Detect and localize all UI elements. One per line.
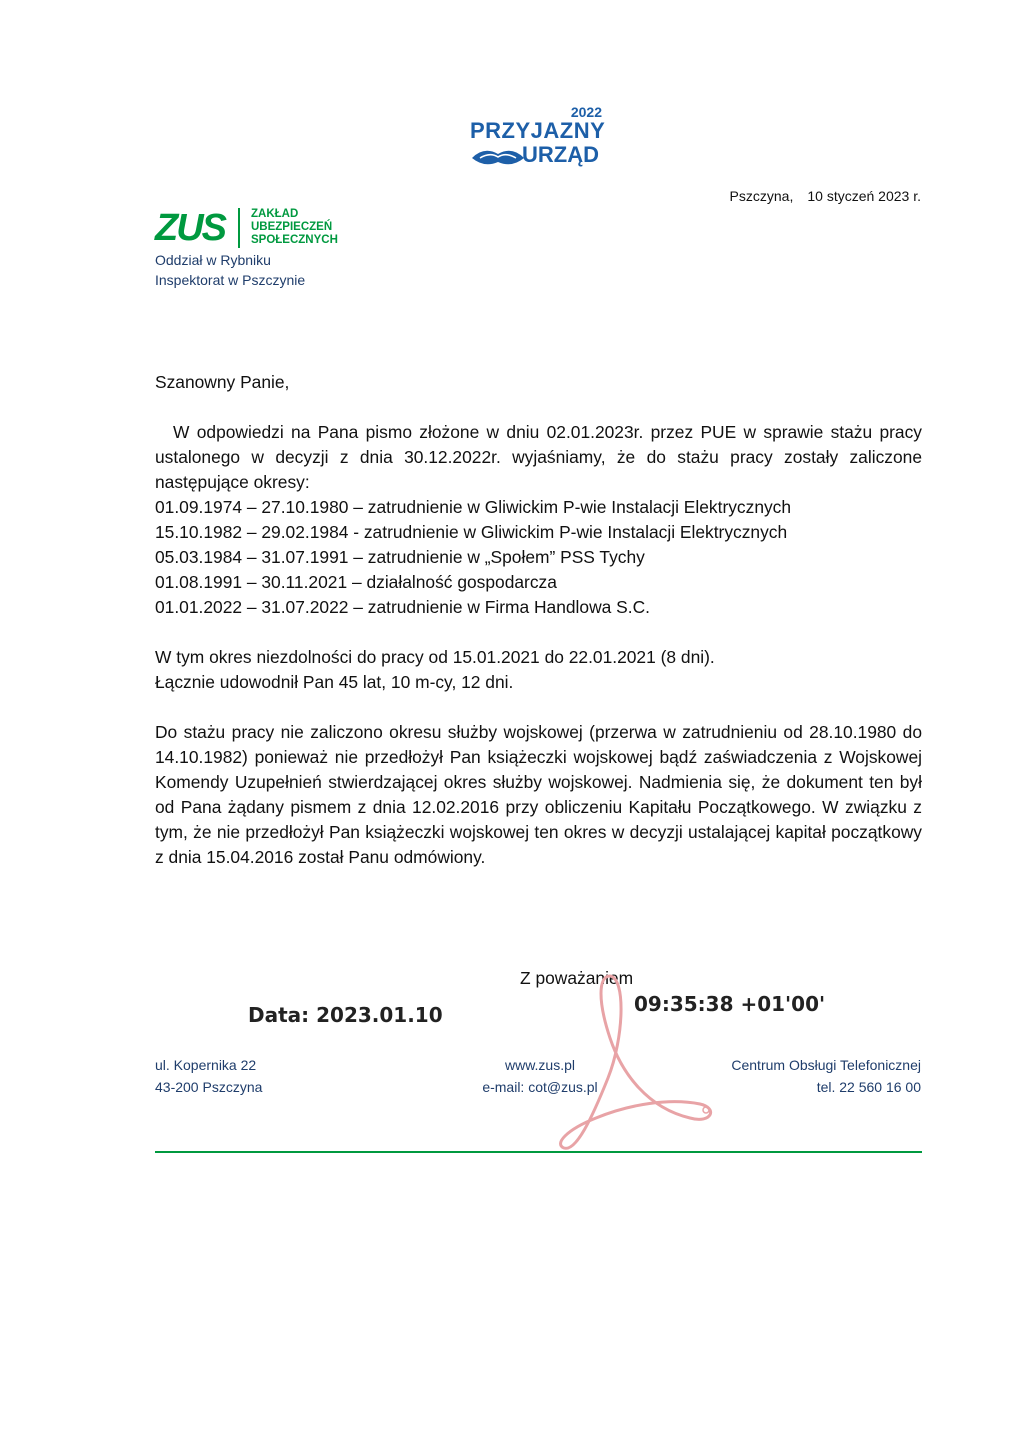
footer-phone: tel. 22 560 16 00 — [816, 1079, 921, 1095]
total-service: Łącznie udowodnił Pan 45 lat, 10 m-cy, 12 dni. — [155, 672, 514, 692]
footer-website-link[interactable]: www.zus.pl — [504, 1057, 576, 1073]
badge-line2: URZĄD — [522, 142, 599, 167]
zus-name-line: UBEZPIECZEŃ — [251, 221, 333, 233]
przyjazny-urzad-badge — [468, 102, 608, 174]
footer-divider — [155, 1151, 922, 1153]
badge-line1: PRZYJAZNY — [470, 118, 606, 143]
footer-phone-center — [731, 1054, 921, 1098]
letter-date-value: 10 styczeń 2023 r. — [807, 188, 921, 204]
footer-contact — [470, 1054, 610, 1098]
footer-email-link[interactable]: e-mail: cot@zus.pl — [482, 1079, 598, 1095]
footer-street: ul. Kopernika 22 — [155, 1057, 257, 1073]
badge-year: 2022 — [570, 104, 602, 120]
period-item: 15.10.1982 – 29.02.1984 - zatrudnienie w Gliwickim P-wie Instalacji Elektrycznych — [155, 522, 788, 542]
letter-place: Pszczyna, — [729, 188, 794, 204]
employment-periods-list — [155, 495, 922, 620]
summary — [155, 645, 922, 695]
sender-branch: Oddział w Rybniku — [155, 252, 271, 268]
footer-city: 43-200 Pszczyna — [155, 1079, 263, 1095]
letter-date — [730, 188, 921, 204]
signature-time: 09:35:38 +01'00' — [634, 992, 826, 1016]
period-item: 01.08.1991 – 30.11.2021 – działalność gospodarcza — [155, 572, 557, 592]
zus-logo — [155, 206, 355, 252]
footer-center-name: Centrum Obsługi Telefonicznej — [731, 1057, 921, 1073]
period-item: 01.01.2022 – 31.07.2022 – zatrudnienie w Firma Handlowa S.C. — [155, 597, 650, 617]
incapacity-note: W tym okres niezdolności do pracy od 15.01.2021 do 22.01.2021 (8 dni). — [155, 647, 715, 667]
signature-date: Data: 2023.01.10 — [248, 1003, 443, 1027]
paragraph-2: Do stażu pracy nie zaliczono okresu służby wojskowej (przerwa w zatrudnieniu od 28.10.1980 do 14.10.1982) ponieważ nie przedłożył Pan książeczki wojskowej bądź zaświadczenia z Wojskowej Komendy Uzupełnień stwierdzającej okres służby wojskowej. Nadmienia się, że dokument ten był od Pana żądany pismem z dnia 12.02.2016 przy obliczeniu Kapitału Początkowego. W związku z tym, że nie przedłożył Pan książeczki wojskowej ten okres w decyzji ustalającej kapitał początkowy z dnia 15.04.2016 został Panu odmówiony. — [155, 722, 922, 867]
paragraph-1: W odpowiedzi na Pana pismo złożone w dniu 02.01.2023r. przez PUE w sprawie stażu pracy ustalonego w decyzji z dnia 30.12.2022r. wyjaśniamy, że do stażu pracy zostały zaliczone następujące okresy: — [155, 422, 922, 492]
period-item: 05.03.1984 – 31.07.1991 – zatrudnienie w „Społem” PSS Tychy — [155, 547, 645, 567]
greeting: Szanowny Panie, — [155, 372, 290, 392]
zus-logo-mark: ZUS — [155, 207, 225, 249]
closing: Z poważaniem — [520, 968, 634, 988]
zus-logo-name — [251, 208, 338, 247]
zus-name-line: ZAKŁAD — [251, 208, 299, 220]
footer-address — [155, 1054, 262, 1098]
zus-logo-divider — [238, 208, 240, 248]
period-item: 01.09.1974 – 27.10.1980 – zatrudnienie w Gliwickim P-wie Instalacji Elektrycznych — [155, 497, 792, 517]
zus-name-line: SPOŁECZNYCH — [251, 234, 338, 246]
handshake-icon — [470, 142, 526, 172]
sender-office: Inspektorat w Pszczynie — [155, 272, 306, 288]
